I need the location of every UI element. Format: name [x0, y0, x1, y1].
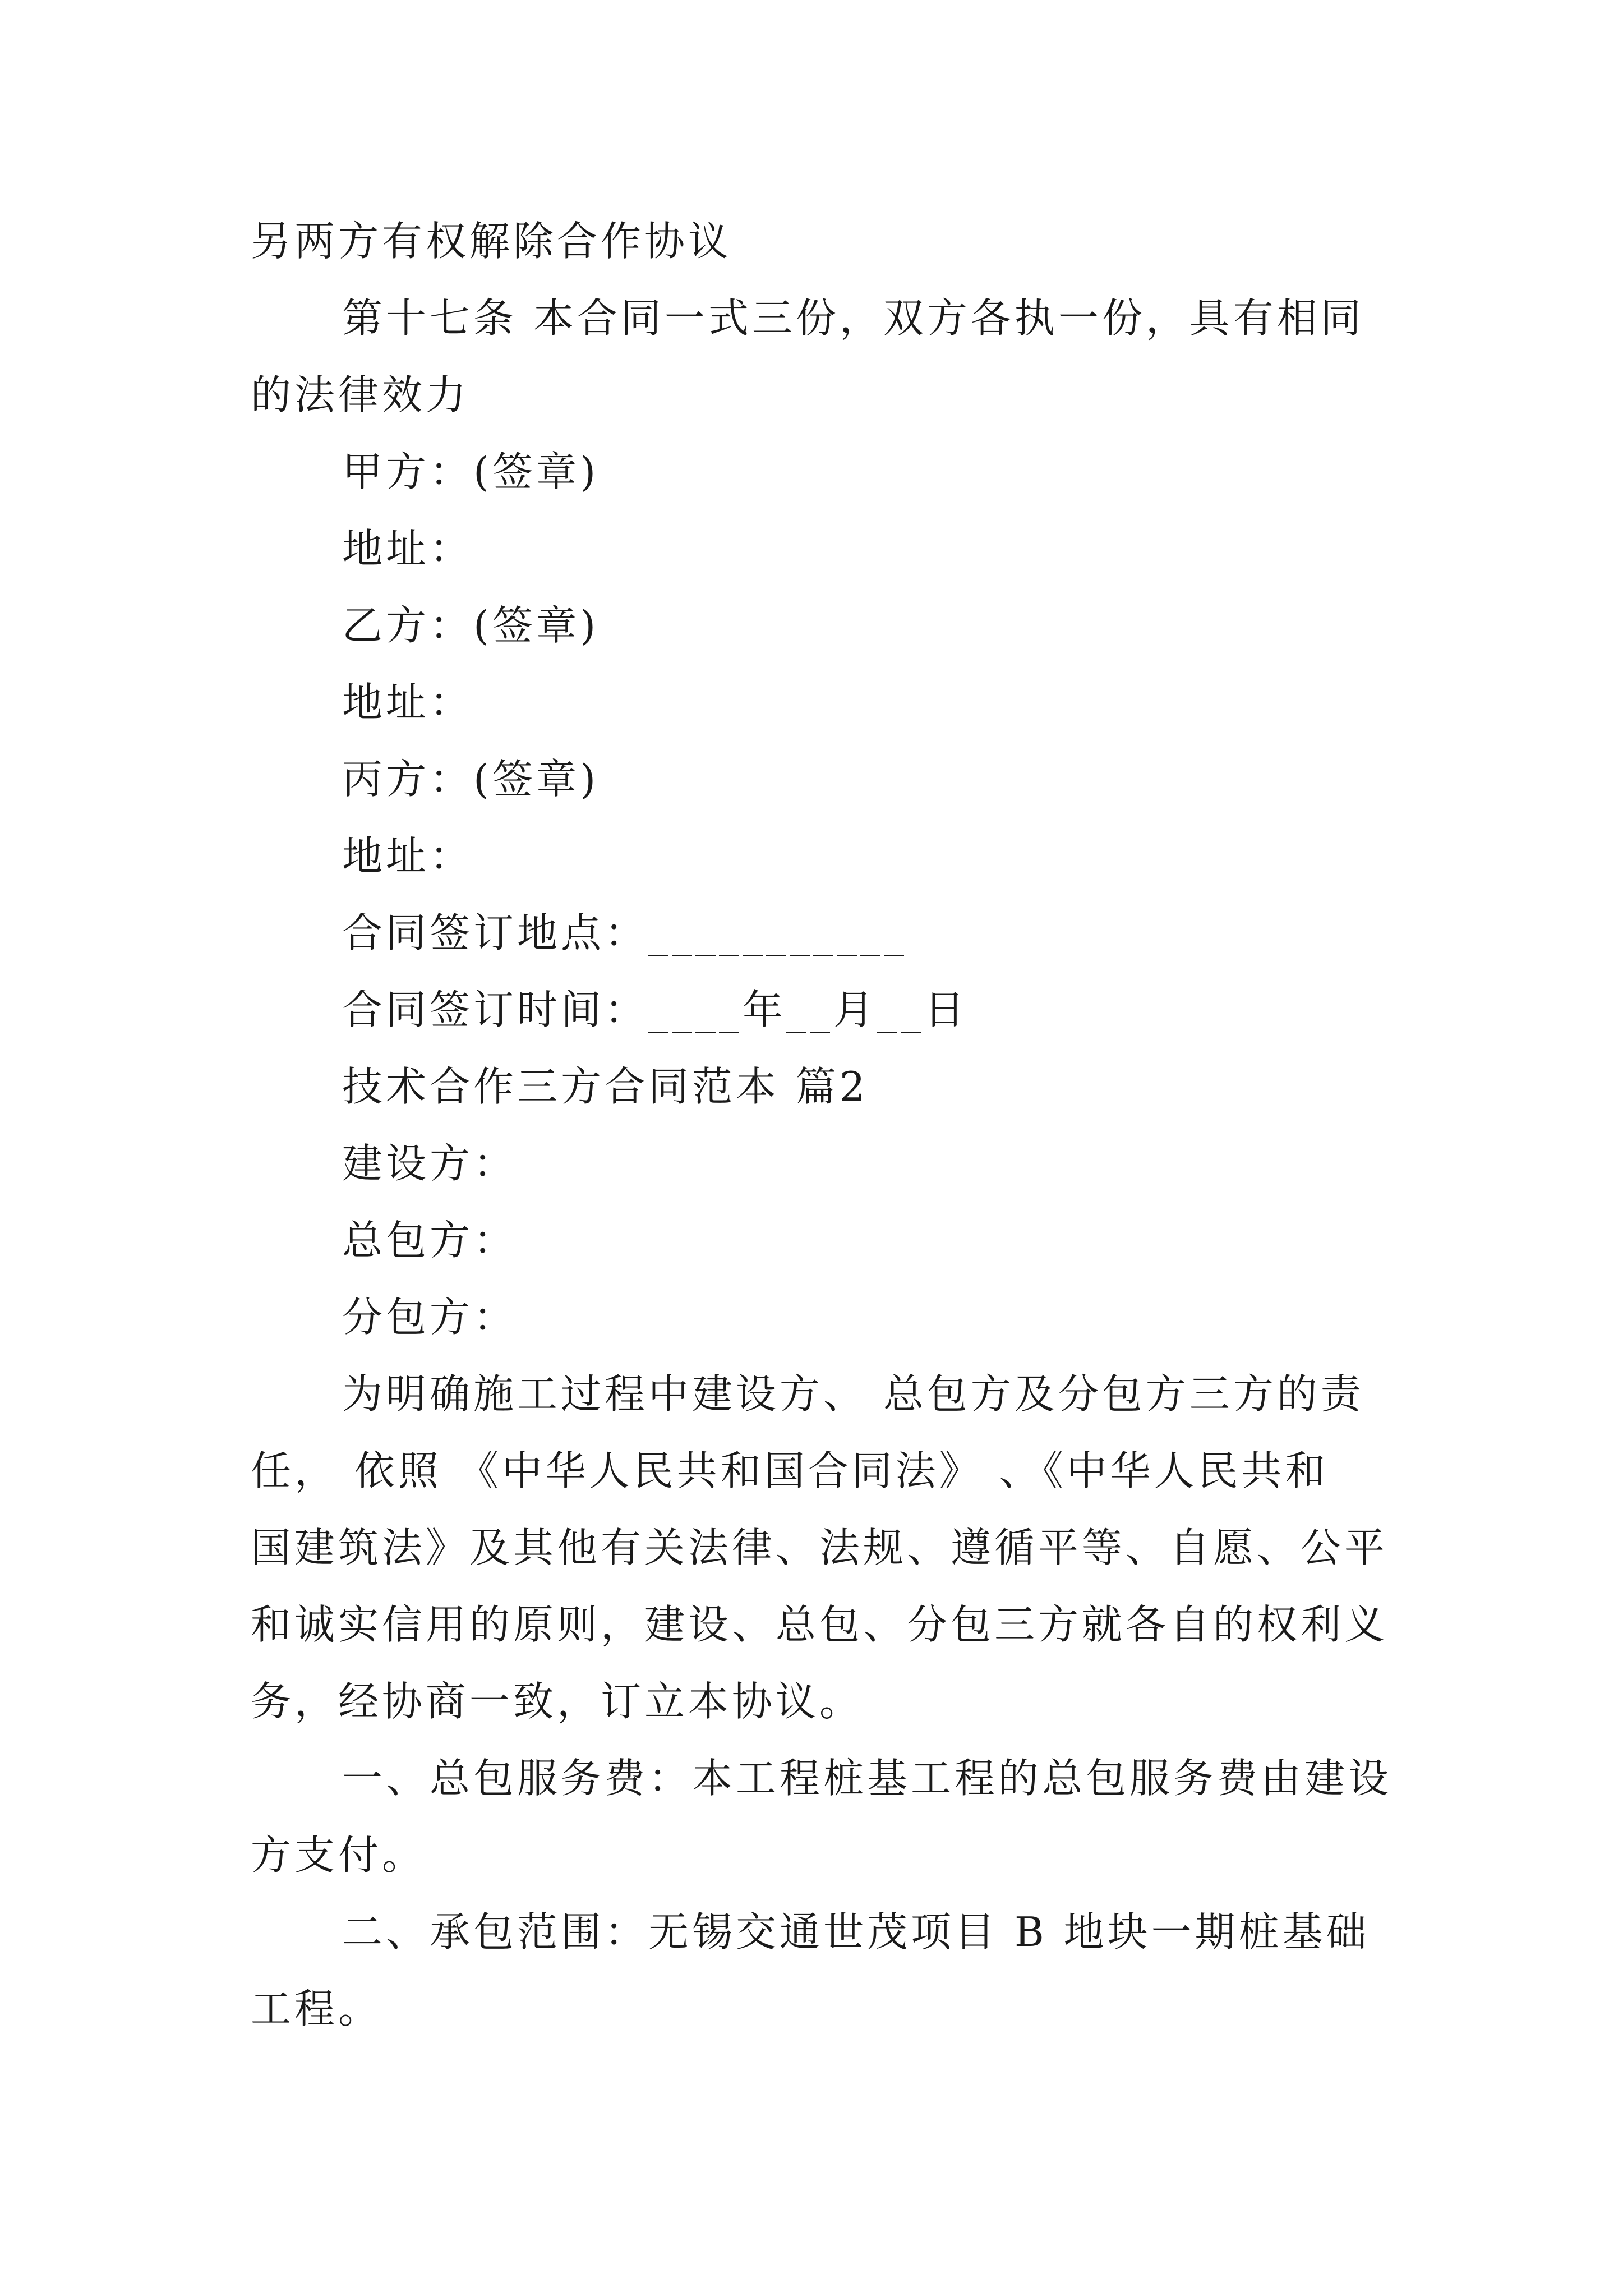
text-line: 另两方有权解除合作协议 [251, 218, 732, 265]
party-a-address: 地址： [342, 525, 474, 572]
preamble-line: 国建筑法》及其他有关法律、法规、遵循平等、自愿、公平 [251, 1524, 1389, 1571]
party-a-signature: 甲方：(签章) [342, 448, 600, 495]
clause-2-line: 二、承包范围：无锡交通世茂项目 B 地块一期桩基础 [342, 1908, 1370, 1955]
preamble-line: 务，经协商一致，订立本协议。 [251, 1678, 864, 1725]
document-body [251, 203, 1428, 2047]
signing-place-field: 合同签订地点：___________ [342, 909, 908, 956]
party-b-address: 地址： [342, 679, 474, 726]
text-line: 的法律效力 [251, 371, 470, 418]
party-b-signature: 乙方：(签章) [342, 602, 600, 649]
party-c-signature: 丙方：(签章) [342, 756, 600, 803]
article-17-line: 第十七条 本合同一式三份，双方各执一份，具有相同 [342, 295, 1364, 342]
signing-date-field: 合同签订时间：____年__月__日 [342, 986, 969, 1033]
preamble-line: 为明确施工过程中建设方、 总包方及分包方三方的责 [342, 1370, 1364, 1418]
preamble-line: 和诚实信用的原则，建设、总包、分包三方就各自的权利义 [251, 1601, 1389, 1648]
owner-field: 建设方： [342, 1140, 518, 1187]
clause-1-line: 一、总包服务费：本工程桩基工程的总包服务费由建设 [342, 1755, 1393, 1802]
party-c-address: 地址： [342, 832, 474, 880]
general-contractor-field: 总包方： [342, 1217, 518, 1264]
preamble-line: 任， 依照 《中华人民共和国合同法》 、《中华人民共和 [251, 1447, 1329, 1494]
clause-1-line: 方支付。 [251, 1832, 426, 1879]
clause-2-line: 工程。 [251, 1985, 382, 2032]
section-heading: 技术合作三方合同范本 篇2 [342, 1063, 869, 1110]
subcontractor-field: 分包方： [342, 1294, 518, 1341]
